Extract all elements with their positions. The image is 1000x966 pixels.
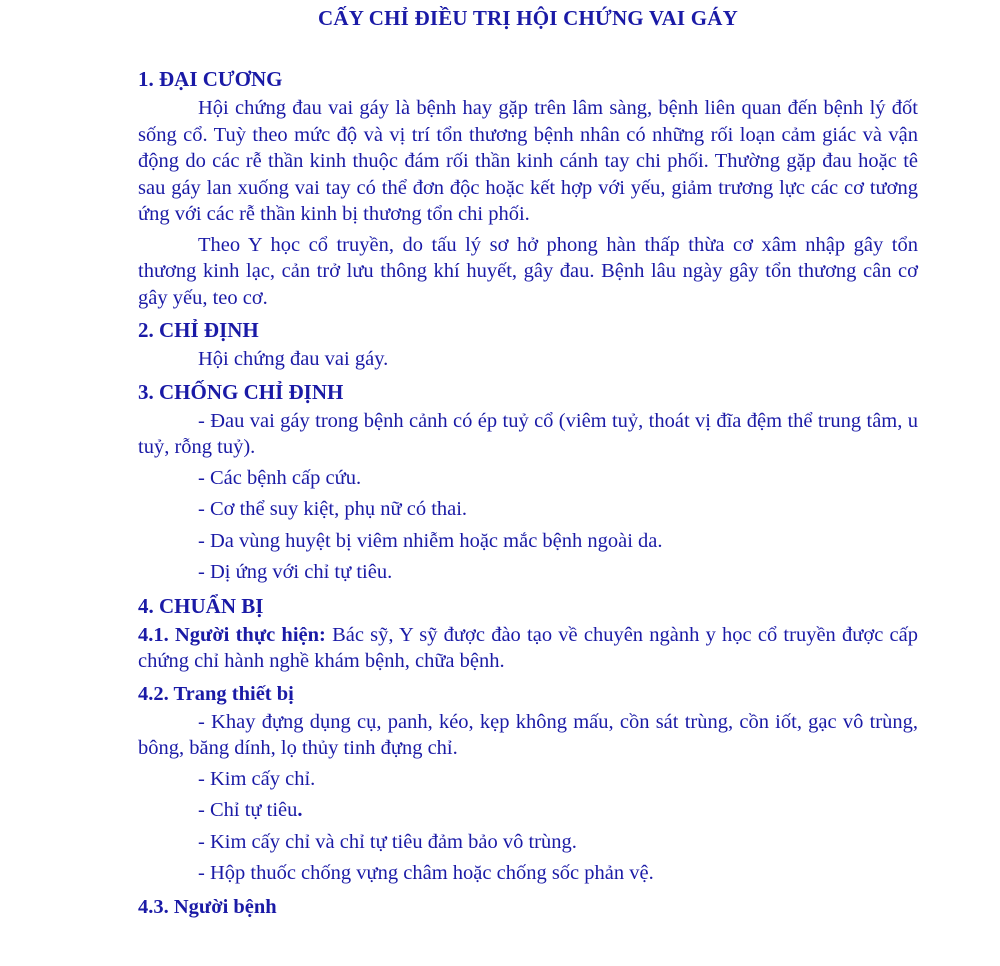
section-4-2-item-2-text: - Chỉ tự tiêu bbox=[198, 799, 298, 821]
section-4-1-text: Bác sỹ, Y sỹ được đào tạo về chuyên ngành y học cổ truyền được cấp chứng chỉ hành nghề khám bệnh, chữa bệnh. bbox=[138, 623, 918, 672]
document-title: CẤY CHỈ ĐIỀU TRỊ HỘI CHỨNG VAI GÁY bbox=[317, 6, 739, 30]
section-4-2-item-2-dot: . bbox=[297, 799, 303, 821]
section-4-1-paragraph bbox=[138, 622, 918, 675]
section-1-paragraph-1: Hội chứng đau vai gáy là bệnh hay gặp trên lâm sàng, bệnh liên quan đến bệnh lý đốt sống cổ. Tuỳ theo mức độ và vị trí tổn thương bệnh nhân có những rối loạn cảm giác và vận động do các rễ thần kinh thuộc đám rối thần kinh cánh tay chi phối. Thường gặp đau hoặc tê sau gáy lan xuống vai tay có thể đơn độc hoặc kết hợp với yếu, giảm trương lực các cơ tương ứng với các rễ thần kinh bị thương tổn chi phối. bbox=[138, 97, 918, 225]
section-4-heading: 4. CHUẨN BỊ bbox=[138, 593, 264, 618]
section-3-heading: 3. CHỐNG CHỈ ĐỊNH bbox=[138, 379, 344, 404]
section-3-item-1: - Các bệnh cấp cứu. bbox=[198, 466, 362, 489]
section-1-paragraph-2: Theo Y học cổ truyền, do tấu lý sơ hở phong hàn thấp thừa cơ xâm nhập gây tổn thương kinh lạc, cản trở lưu thông khí huyết, gây đau. Bệnh lâu ngày gây tổn thương cân cơ gây yếu, teo cơ. bbox=[138, 233, 918, 309]
section-1-heading: 1. ĐẠI CƯƠNG bbox=[138, 67, 283, 91]
document-body bbox=[138, 64, 918, 922]
section-4-2-paragraph-1: - Khay đựng dụng cụ, panh, kéo, kẹp không mấu, cồn sát trùng, cồn iốt, gạc vô trùng, bông, băng dính, lọ thủy tinh đựng chỉ. bbox=[138, 710, 918, 759]
section-2-paragraph-1: Hội chứng đau vai gáy. bbox=[198, 348, 389, 370]
section-4-2-item-3: - Kim cấy chỉ và chỉ tự tiêu đảm bảo vô trùng. bbox=[198, 830, 577, 853]
section-2-heading: 2. CHỈ ĐỊNH bbox=[138, 318, 259, 342]
section-4-3-heading: 4.3. Người bệnh bbox=[138, 895, 277, 918]
section-3-item-4: - Dị ứng với chỉ tự tiêu. bbox=[198, 561, 393, 583]
section-4-1-label: 4.1. Người thực hiện: bbox=[138, 623, 326, 646]
section-3-item-2: - Cơ thể suy kiệt, phụ nữ có thai. bbox=[198, 498, 468, 520]
section-4-2-heading: 4.2. Trang thiết bị bbox=[138, 682, 294, 705]
section-4-2-item-1: - Kim cấy chỉ. bbox=[198, 767, 316, 790]
section-3-item-3: - Da vùng huyệt bị viêm nhiễm hoặc mắc bệnh ngoài da. bbox=[198, 529, 663, 552]
section-4-2-item-4: - Hộp thuốc chống vựng châm hoặc chống sốc phản vệ. bbox=[198, 862, 654, 884]
section-4-2-item-2 bbox=[138, 797, 918, 824]
section-3-paragraph-1: - Đau vai gáy trong bệnh cảnh có ép tuỷ cổ (viêm tuỷ, thoát vị đĩa đệm thể trung tâm, u tuỷ, rỗng tuỷ). bbox=[138, 409, 918, 458]
